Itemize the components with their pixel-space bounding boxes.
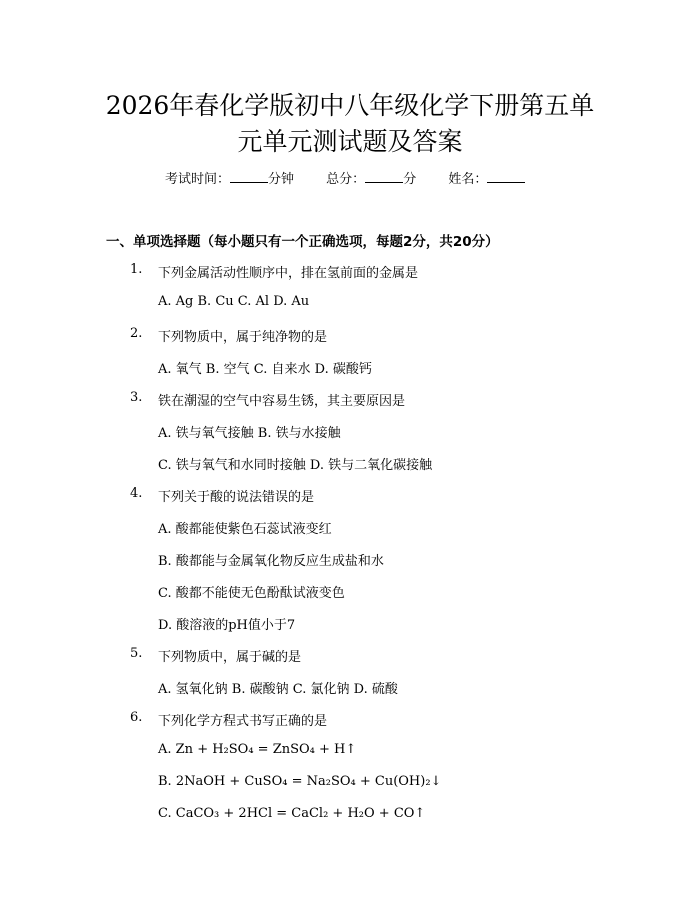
question-text: 下列物质中，属于纯净物的是 (158, 330, 328, 345)
question-3-options-a: A. 铁与氧气接触 B. 铁与水接触 (158, 426, 341, 441)
question-2-options: A. 氧气 B. 空气 C. 自来水 D. 碳酸钙 (158, 362, 372, 377)
score-label: 总分： (326, 172, 366, 187)
question-text: 铁在潮湿的空气中容易生锈，其主要原因是 (158, 394, 406, 409)
name-field (448, 172, 525, 187)
question-1-options: A. Ag B. Cu C. Al D. Au (158, 294, 310, 309)
name-label: 姓名： (448, 172, 488, 187)
question-6-option-c: C. CaCO₃ + 2HCl = CaCl₂ + H₂O + CO↑ (158, 806, 426, 821)
time-field (165, 172, 294, 187)
question-text: 下列化学方程式书写正确的是 (158, 714, 328, 729)
page-title-line-1: 2026年春化学版初中八年级化学下册第五单 (105, 91, 595, 120)
question-number: 4. (130, 486, 143, 501)
time-blank (230, 170, 268, 183)
name-blank (487, 170, 525, 183)
time-unit: 分钟 (268, 172, 295, 187)
question-3-options-c: C. 铁与氧气和水同时接触 D. 铁与二氧化碳接触 (158, 458, 433, 473)
question-4-option-c: C. 酸都不能使无色酚酞试液变色 (158, 586, 345, 601)
question-number: 2. (130, 326, 143, 341)
question-number: 6. (130, 710, 143, 725)
question-number: 1. (130, 262, 143, 277)
question-number: 3. (130, 390, 143, 405)
question-text: 下列关于酸的说法错误的是 (158, 490, 315, 505)
exam-meta (165, 168, 553, 187)
question-number: 5. (130, 646, 143, 661)
page-title-line-2: 元单元测试题及答案 (237, 127, 463, 156)
question-6-option-a: A. Zn + H₂SO₄ = ZnSO₄ + H↑ (158, 742, 357, 757)
question-5-options: A. 氢氧化钠 B. 碳酸钠 C. 氯化钠 D. 硫酸 (158, 682, 398, 697)
question-text: 下列物质中，属于碱的是 (158, 650, 302, 665)
question-6-option-b: B. 2NaOH + CuSO₄ = Na₂SO₄ + Cu(OH)₂↓ (158, 774, 442, 789)
score-field (326, 172, 416, 187)
question-text: 下列金属活动性顺序中，排在氢前面的金属是 (158, 266, 419, 281)
question-4-option-d: D. 酸溶液的pH值小于7 (158, 618, 296, 633)
score-blank (365, 170, 403, 183)
question-4-option-b: B. 酸都能与金属氧化物反应生成盐和水 (158, 554, 384, 569)
time-label: 考试时间： (165, 172, 231, 187)
section-heading: 一、单项选择题（每小题只有一个正确选项，每题2分，共20分） (106, 234, 499, 250)
score-unit: 分 (403, 172, 417, 187)
question-4-option-a: A. 酸都能使紫色石蕊试液变红 (158, 522, 332, 537)
